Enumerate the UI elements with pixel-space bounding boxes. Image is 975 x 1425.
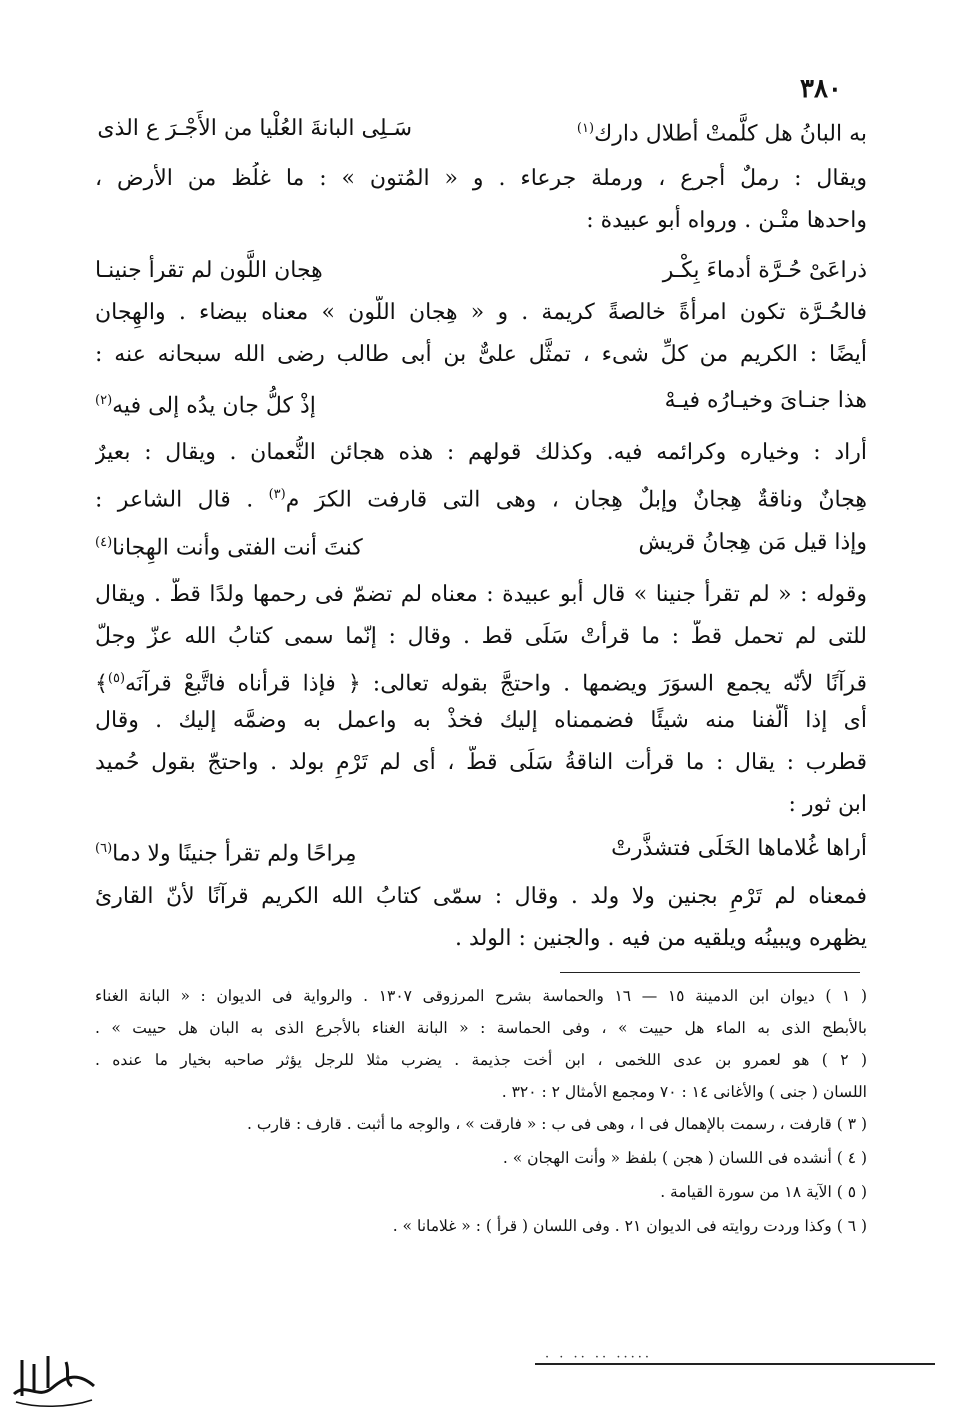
footnote-ref-6: (٦) — [95, 841, 113, 856]
bottom-rule — [535, 1363, 935, 1365]
verse-1-hemistich-1 — [577, 112, 867, 151]
footnote-2-line-1: ( ٢ ) هو لعمرو بن عدى اللخمى ، ابن أخت جذيمة . يضرب مثلا للرجل يؤثر صاحبه بخيار ما عنده . — [95, 1051, 867, 1069]
text-line-7 — [95, 478, 867, 517]
verse-2-hemistich-2: هِجان اللَّون لم تقرأ جنينـا — [95, 258, 323, 283]
text-line-8: وقوله : « لم تقرأ جنينا » قال أبو عبيدة : معناه لم تضمّ فى رحمها ولدًا قطّ . ويقال — [95, 582, 867, 607]
text-line-2: ويقال : رملٌ أجرع ، ورملة جرعاء . و « المُتون » : ما غلُظ من الأرض ، — [95, 166, 867, 191]
footnote-6: ( ٦ ) وكذا وردت روايته فى الديوان ٢١ . وفى اللسان ( قرأ ) : « غلامانا » . — [392, 1217, 867, 1235]
text-line-7-part-1: هِجانٌ وناقةٌ هِجانٌ وإبلٌ هِجان ، وهى التى قارفت الكرَ م — [285, 487, 867, 513]
verse-4-hemistich-2 — [95, 526, 363, 565]
verse-line-3 — [95, 384, 867, 418]
verse-line-1 — [95, 112, 867, 146]
verse-1-first-half: به البانُ هل كلَّمتْ أطلال دارك — [594, 121, 867, 147]
page-number: ٣٨٠ — [800, 74, 842, 104]
verse-line-4 — [95, 526, 867, 560]
footnote-1-line-1: ( ١ ) ديوان ابن الدمينة ١٥ — ١٦ والحماسة بشرح المرزوقى ١٣٠٧ . والرواية فى الديوان : « البانة الغناء — [95, 987, 867, 1005]
text-line-12: قطرب : يقال : ما قرأت الناقةُ سَلَى قطّ ، أى لم تَرْمِ بولد . واحتجّ بقول حُميد — [95, 750, 867, 775]
footnote-1-line-2: بالأبطح الذى به الماء هل حييت » ، وفى الحماسة : « البانة الغناء بالأجرع الذى به البان هل حييت » . — [95, 1019, 867, 1037]
verse-line-5 — [95, 832, 867, 866]
verse-3-hemistich-2 — [95, 384, 316, 423]
footnote-ref-1: (١) — [576, 121, 595, 136]
verse-5-hemistich-2 — [95, 832, 357, 871]
footnote-3: ( ٣ ) قارفت ، رسمت بالإهمال فى ا ، وهى فى ب : « فارقت » ، والوجه ما أثبت . قارف : قارب . — [246, 1115, 867, 1133]
verse-line-2 — [95, 254, 867, 288]
text-line-7-part-2: . قال الشاعر : — [95, 487, 254, 513]
footnote-ref-3: (٣) — [268, 487, 286, 502]
faint-scan-marks: · · ·· ·· ····· — [545, 1350, 652, 1365]
verse-5-second-half: مِراحًا ولم تقرأ جنينًا ولا دما — [112, 841, 357, 867]
footnote-4: ( ٤ ) أنشده فى اللسان ( هجن ) بلفظ « وأنت الهجان » . — [502, 1149, 867, 1167]
footnote-2-line-2: اللسان ( جنى ) والأغانى ١٤ : ٧٠ ومجمع الأمثال ٢ : ٣٢٠ . — [501, 1083, 867, 1101]
text-line-15: يظهره ويبينُه ويلقيه من فيه . والجنين : الولد . — [455, 926, 867, 951]
footnote-separator — [560, 972, 860, 973]
text-line-10-part-1: قرآنًا لأنّه يجمع السوَرَ ويضمها . واحتجَّ بقوله تعالى: ﴿ فإذا قرأناه فاتَّبعْ قرآنَه — [125, 671, 867, 697]
footnote-ref-2: (٢) — [95, 393, 113, 408]
text-line-10 — [95, 662, 867, 701]
verse-3-second-half: إذْ كلُّ جان يدُه إلى فيه — [112, 393, 316, 419]
verse-4-hemistich-1: وإذا قيل مَن هِجانُ قريش — [638, 530, 867, 555]
text-line-10-part-2: ﴾ — [95, 671, 108, 697]
text-line-13: ابن ثور : — [788, 792, 867, 817]
footnote-5: ( ٥ ) الآية ١٨ من سورة القيامة . — [660, 1183, 867, 1201]
verse-5-hemistich-1: أراها غُلاماها الخَلَى فتشذَّرتْ — [611, 836, 867, 861]
verse-2-hemistich-1: ذراعَىْ حُـرَّة أدماءَ بِكْـر — [662, 258, 867, 283]
text-line-5: أيضًا : الكريم من كلِّ شىء ، تمثَّل علىٌّ بن أبى طالب رضى الله سبحانه عنه : — [95, 342, 867, 367]
footnote-ref-5: (٥) — [107, 671, 126, 686]
verse-3-hemistich-1: هذا جنـاىَ وخيـارُه فيـهْ — [664, 388, 867, 413]
text-line-4: فالحُـرَّة تكون امرأةً خالصةً كريمة . و « هِجان اللَّون » معناه بيضاء . والهِجان — [95, 300, 867, 325]
text-line-14: فمعناه لم تَرْمِ بجنين ولا ولد . وقال : سمّى كتابُ الله الكريم قرآنًا لأنّ القارئ — [95, 884, 867, 909]
verse-4-second-half: كنتَ أنت الفتى وأنت الهِجانا — [112, 535, 363, 561]
text-line-6: أراد : وخياره وكرائمه فيه. وكذلك قولهم : هذه هجائن النُّعمان . ويقال : بعيرٌ — [95, 440, 867, 465]
text-line-9: للتى لم تحمل قطُّ : ما قرأتْ سَلَى قط . وقال : إنّما سمى كتابُ الله عزّ وجلّ — [95, 624, 867, 649]
footnote-ref-4: (٤) — [95, 535, 113, 550]
calligraphy-logo — [8, 1342, 100, 1414]
verse-1-hemistich-2: سَـلِى البانةَ العُلْيا من الأَجْـرَ ع الذى — [97, 116, 412, 141]
text-line-11: أى إذا ألَّفنا منه شيئًا فضممناه إليك فخذْ به واعمل به وضمَّه إليك . وقال — [95, 708, 867, 733]
text-line-3: واحدها متْـن . ورواه أبو عبيدة : — [586, 208, 867, 233]
